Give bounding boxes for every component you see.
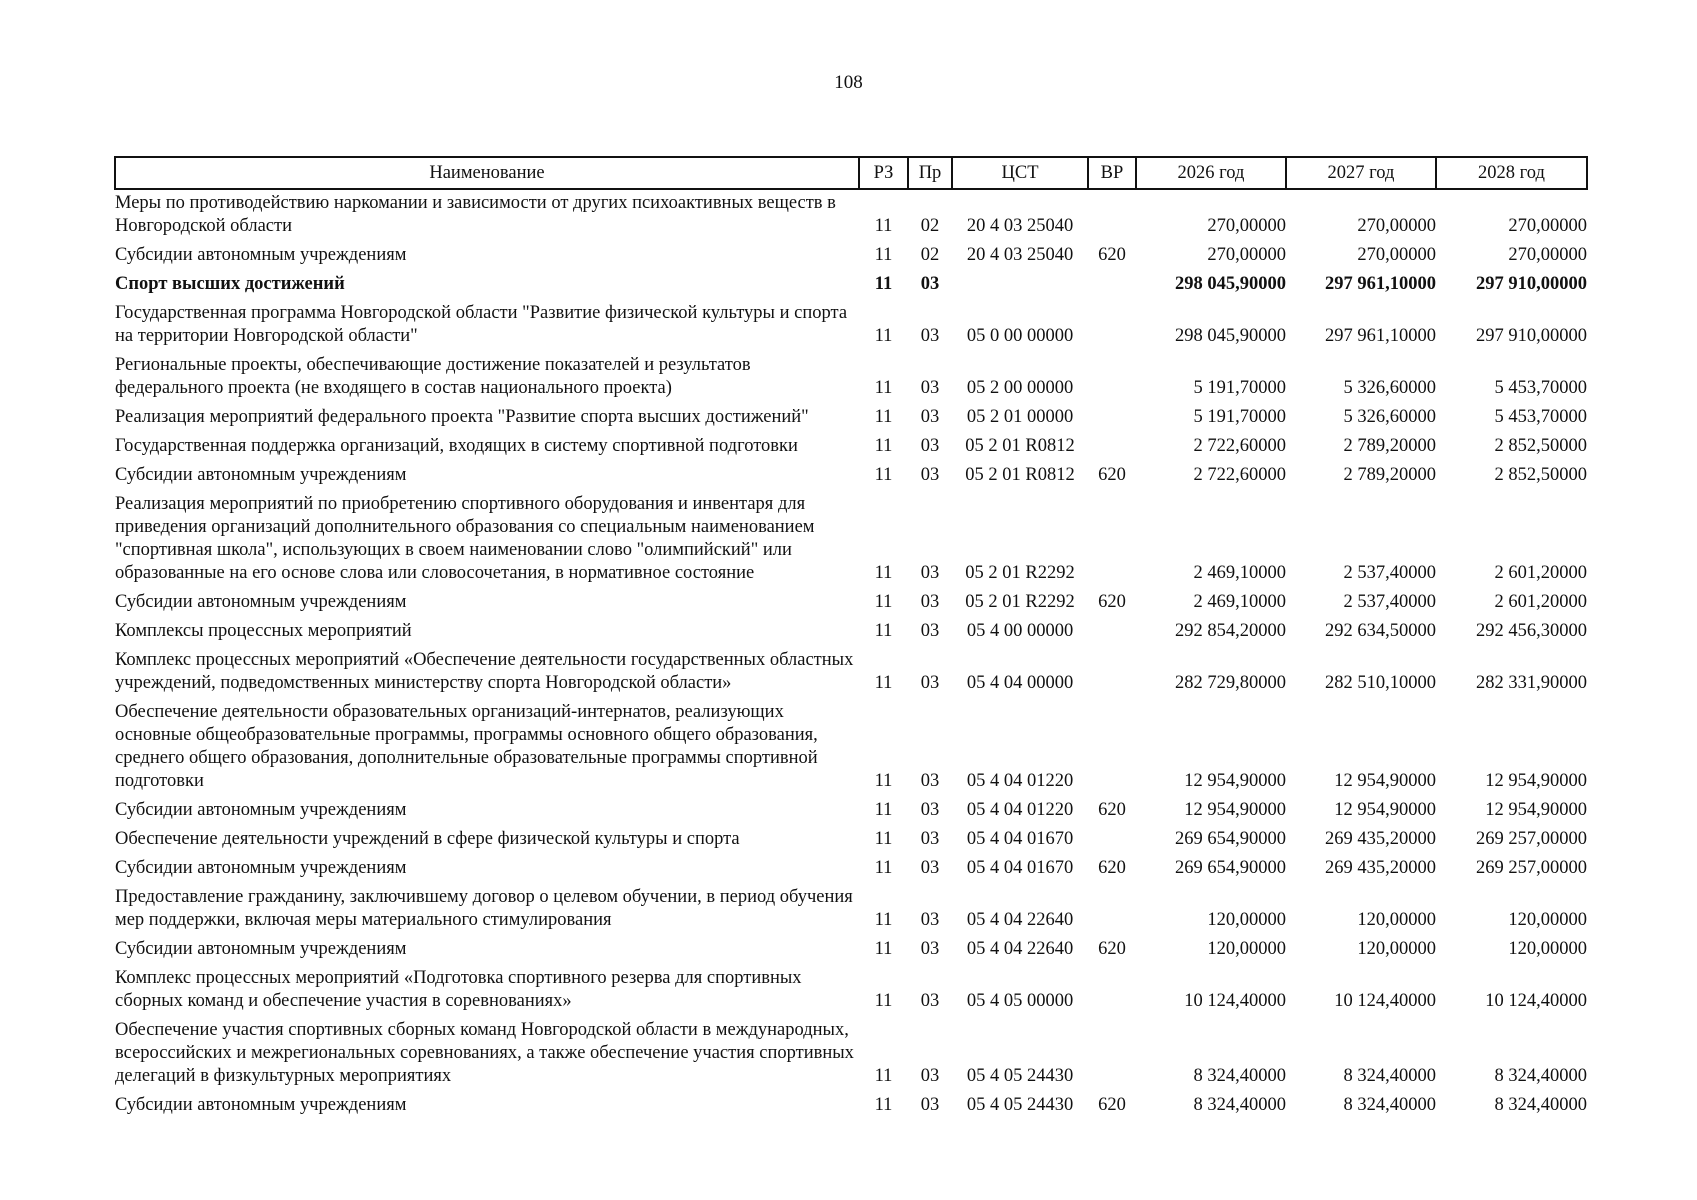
header-name: Наименование xyxy=(115,157,859,189)
cell-rz: 11 xyxy=(874,407,893,427)
cell-cst: 05 4 04 01220 xyxy=(966,800,1074,820)
cell-vr xyxy=(1088,189,1136,242)
table-row xyxy=(115,433,1587,462)
cell-name: Субсидии автономным учреждениям xyxy=(115,858,407,878)
cell-cst: 05 2 01 R2292 xyxy=(965,592,1075,612)
cell-vr xyxy=(1088,965,1136,1017)
cell-pr: 02 xyxy=(920,245,940,265)
cell-2028: 270,00000 xyxy=(1508,245,1587,265)
cell-vr: 620 xyxy=(1098,1095,1126,1115)
cell-2028: 297 910,00000 xyxy=(1476,274,1587,294)
cell-2028: 2 852,50000 xyxy=(1494,465,1587,485)
cell-rz: 11 xyxy=(874,939,893,959)
cell-name: Субсидии автономным учреждениям xyxy=(115,800,407,820)
table-row xyxy=(115,699,1587,797)
cell-2028: 8 324,40000 xyxy=(1494,1066,1587,1086)
cell-vr: 620 xyxy=(1098,800,1126,820)
cell-2026: 8 324,40000 xyxy=(1193,1066,1286,1086)
cell-2026: 298 045,90000 xyxy=(1175,326,1286,346)
cell-2028: 120,00000 xyxy=(1508,939,1587,959)
cell-rz: 11 xyxy=(874,771,893,791)
cell-vr xyxy=(1088,647,1136,699)
header-row xyxy=(115,157,1587,189)
cell-cst: 05 2 01 00000 xyxy=(966,407,1074,427)
header-vr: ВР xyxy=(1088,157,1136,189)
cell-cst: 05 2 01 R2292 xyxy=(965,563,1075,583)
cell-2027: 10 124,40000 xyxy=(1334,991,1436,1011)
cell-name: Меры по противодействию наркомании и зависимости от других психоактивных веществ в Новгородской области xyxy=(115,193,836,236)
cell-2026: 270,00000 xyxy=(1207,245,1286,265)
cell-2026: 120,00000 xyxy=(1207,939,1286,959)
table-row xyxy=(115,884,1587,936)
cell-name: Комплекс процессных мероприятий «Обеспечение деятельности государственных областных учреждений, подведомственных министерству спорта Новгородской области» xyxy=(115,650,854,693)
cell-name: Субсидии автономным учреждениям xyxy=(115,1095,407,1115)
cell-pr: 03 xyxy=(920,378,940,398)
cell-name: Субсидии автономным учреждениям xyxy=(115,245,407,265)
table-row xyxy=(115,618,1587,647)
cell-vr xyxy=(1088,404,1136,433)
cell-vr xyxy=(1088,271,1136,300)
cell-vr: 620 xyxy=(1098,592,1126,612)
cell-2027: 269 435,20000 xyxy=(1325,858,1436,878)
cell-vr: 620 xyxy=(1098,245,1126,265)
table-row xyxy=(115,647,1587,699)
cell-2027: 120,00000 xyxy=(1357,939,1436,959)
table-row xyxy=(115,936,1587,965)
cell-name: Обеспечение деятельности образовательных организаций-интернатов, реализующих основные общеобразовательные программы, программы основного общего образования, среднего общего образования, дополнительные образовательные программы спортивной подготовки xyxy=(115,702,818,791)
cell-2027: 2 537,40000 xyxy=(1343,563,1436,583)
header-2027: 2027 год xyxy=(1286,157,1436,189)
cell-vr xyxy=(1088,1017,1136,1092)
table-row xyxy=(115,300,1587,352)
cell-pr: 03 xyxy=(920,910,940,930)
cell-name: Субсидии автономным учреждениям xyxy=(115,465,407,485)
cell-vr xyxy=(1088,618,1136,647)
cell-vr xyxy=(1088,433,1136,462)
table-row xyxy=(115,797,1587,826)
cell-pr: 03 xyxy=(920,771,940,791)
cell-2026: 2 722,60000 xyxy=(1193,465,1286,485)
table-row xyxy=(115,189,1587,242)
cell-pr: 03 xyxy=(920,800,940,820)
table-row xyxy=(115,462,1587,491)
cell-2026: 5 191,70000 xyxy=(1193,407,1286,427)
cell-vr xyxy=(1088,884,1136,936)
cell-name: Региональные проекты, обеспечивающие достижение показателей и результатов федерального проекта (не входящего в состав национального проекта) xyxy=(115,355,751,398)
cell-2027: 8 324,40000 xyxy=(1343,1095,1436,1115)
cell-cst: 05 4 05 24430 xyxy=(966,1066,1074,1086)
cell-2028: 12 954,90000 xyxy=(1485,771,1587,791)
cell-2027: 269 435,20000 xyxy=(1325,829,1436,849)
cell-2026: 269 654,90000 xyxy=(1175,829,1286,849)
cell-cst: 05 4 04 00000 xyxy=(966,673,1074,693)
cell-pr: 03 xyxy=(920,939,940,959)
table-row xyxy=(115,965,1587,1017)
cell-pr: 03 xyxy=(920,621,940,641)
cell-rz: 11 xyxy=(874,800,893,820)
cell-cst: 05 0 00 00000 xyxy=(966,326,1074,346)
table-row xyxy=(115,1092,1587,1121)
cell-2026: 292 854,20000 xyxy=(1175,621,1286,641)
cell-pr: 03 xyxy=(920,1095,940,1115)
cell-cst: 05 2 01 R0812 xyxy=(965,465,1075,485)
cell-2027: 12 954,90000 xyxy=(1334,771,1436,791)
table-row xyxy=(115,404,1587,433)
cell-2028: 10 124,40000 xyxy=(1485,991,1587,1011)
cell-cst: 05 4 05 00000 xyxy=(966,991,1074,1011)
cell-2028: 2 601,20000 xyxy=(1494,563,1587,583)
cell-2028: 5 453,70000 xyxy=(1494,378,1587,398)
cell-name: Субсидии автономным учреждениям xyxy=(115,939,407,959)
cell-2026: 2 469,10000 xyxy=(1193,592,1286,612)
cell-vr xyxy=(1088,699,1136,797)
cell-2027: 282 510,10000 xyxy=(1325,673,1436,693)
cell-cst: 05 2 00 00000 xyxy=(966,378,1074,398)
cell-rz: 11 xyxy=(874,245,893,265)
cell-2026: 10 124,40000 xyxy=(1184,991,1286,1011)
cell-2026: 2 722,60000 xyxy=(1193,436,1286,456)
cell-vr xyxy=(1088,826,1136,855)
header-2028: 2028 год xyxy=(1436,157,1587,189)
cell-2028: 269 257,00000 xyxy=(1476,829,1587,849)
cell-2028: 8 324,40000 xyxy=(1494,1095,1587,1115)
cell-2027: 5 326,60000 xyxy=(1343,407,1436,427)
cell-name: Государственная поддержка организаций, входящих в систему спортивной подготовки xyxy=(115,436,798,456)
cell-vr: 620 xyxy=(1098,939,1126,959)
cell-2028: 269 257,00000 xyxy=(1476,858,1587,878)
header-2026: 2026 год xyxy=(1136,157,1286,189)
cell-2027: 292 634,50000 xyxy=(1325,621,1436,641)
cell-2027: 270,00000 xyxy=(1357,245,1436,265)
table-row xyxy=(115,826,1587,855)
cell-2028: 12 954,90000 xyxy=(1485,800,1587,820)
cell-2026: 120,00000 xyxy=(1207,910,1286,930)
cell-2027: 5 326,60000 xyxy=(1343,378,1436,398)
cell-name: Обеспечение участия спортивных сборных команд Новгородской области в международных, всероссийских и межрегиональных соревнованиях, а также обеспечение участия спортивных делегаций в физкультурных мероприятиях xyxy=(115,1020,854,1086)
cell-2028: 120,00000 xyxy=(1508,910,1587,930)
cell-cst: 20 4 03 25040 xyxy=(966,216,1074,236)
cell-rz: 11 xyxy=(874,592,893,612)
header-rz: РЗ xyxy=(859,157,908,189)
cell-2026: 8 324,40000 xyxy=(1193,1095,1286,1115)
cell-2028: 292 456,30000 xyxy=(1476,621,1587,641)
cell-cst xyxy=(952,271,1088,300)
cell-name: Комплекс процессных мероприятий «Подготовка спортивного резерва для спортивных сборных команд и обеспечение участия в соревнованиях» xyxy=(115,968,802,1011)
table-row xyxy=(115,271,1587,300)
cell-name: Обеспечение деятельности учреждений в сфере физической культуры и спорта xyxy=(115,829,740,849)
cell-vr xyxy=(1088,491,1136,589)
cell-2026: 5 191,70000 xyxy=(1193,378,1286,398)
table-row xyxy=(115,352,1587,404)
cell-cst: 05 4 04 22640 xyxy=(966,910,1074,930)
cell-2028: 2 852,50000 xyxy=(1494,436,1587,456)
cell-rz: 11 xyxy=(874,465,893,485)
cell-name: Субсидии автономным учреждениям xyxy=(115,592,407,612)
cell-vr xyxy=(1088,300,1136,352)
cell-cst: 05 4 04 01220 xyxy=(966,771,1074,791)
table-row xyxy=(115,242,1587,271)
cell-name: Предоставление гражданину, заключившему договор о целевом обучении, в период обучения мер поддержки, включая меры материального стимулирования xyxy=(115,887,853,930)
cell-2026: 269 654,90000 xyxy=(1175,858,1286,878)
cell-pr: 03 xyxy=(920,829,940,849)
cell-pr: 03 xyxy=(920,407,940,427)
cell-vr: 620 xyxy=(1098,858,1126,878)
table-header xyxy=(115,157,1587,189)
cell-rz: 11 xyxy=(874,621,893,641)
cell-pr: 03 xyxy=(920,465,940,485)
cell-rz: 11 xyxy=(874,1095,893,1115)
cell-pr: 03 xyxy=(920,1066,940,1086)
cell-2027: 297 961,10000 xyxy=(1325,326,1436,346)
cell-2028: 270,00000 xyxy=(1508,216,1587,236)
cell-vr xyxy=(1088,352,1136,404)
cell-name: Реализация мероприятий по приобретению спортивного оборудования и инвентаря для приведения организаций дополнительного образования со специальным наименованием "спортивная школа", использующих в своем наименовании слово "олимпийский" или образованные на его основе слова или словосочетания, в нормативное состояние xyxy=(115,494,815,583)
cell-2027: 2 789,20000 xyxy=(1343,436,1436,456)
cell-rz: 11 xyxy=(874,858,893,878)
cell-rz: 11 xyxy=(874,326,893,346)
cell-cst: 05 2 01 R0812 xyxy=(965,436,1075,456)
cell-pr: 03 xyxy=(920,673,940,693)
table-row xyxy=(115,589,1587,618)
cell-2027: 120,00000 xyxy=(1357,910,1436,930)
cell-pr: 03 xyxy=(920,274,940,294)
cell-name: Государственная программа Новгородской области "Развитие физической культуры и спорта на территории Новгородской области" xyxy=(115,303,848,346)
cell-rz: 11 xyxy=(874,991,893,1011)
table-row xyxy=(115,491,1587,589)
cell-2027: 270,00000 xyxy=(1357,216,1436,236)
table-body xyxy=(115,189,1587,1121)
table-row xyxy=(115,855,1587,884)
cell-2028: 5 453,70000 xyxy=(1494,407,1587,427)
header-pr: Пр xyxy=(908,157,952,189)
cell-pr: 03 xyxy=(920,563,940,583)
cell-2027: 297 961,10000 xyxy=(1325,274,1436,294)
cell-rz: 11 xyxy=(874,673,893,693)
cell-2027: 2 789,20000 xyxy=(1343,465,1436,485)
cell-cst: 20 4 03 25040 xyxy=(966,245,1074,265)
cell-cst: 05 4 04 22640 xyxy=(966,939,1074,959)
cell-2026: 282 729,80000 xyxy=(1175,673,1286,693)
cell-2026: 12 954,90000 xyxy=(1184,800,1286,820)
cell-2026: 270,00000 xyxy=(1207,216,1286,236)
cell-pr: 03 xyxy=(920,436,940,456)
cell-vr: 620 xyxy=(1098,465,1126,485)
cell-2027: 8 324,40000 xyxy=(1343,1066,1436,1086)
cell-pr: 03 xyxy=(920,991,940,1011)
cell-name: Спорт высших достижений xyxy=(115,274,345,294)
table-row xyxy=(115,1017,1587,1092)
cell-pr: 03 xyxy=(920,592,940,612)
cell-pr: 03 xyxy=(920,858,940,878)
cell-rz: 11 xyxy=(874,378,893,398)
cell-2026: 298 045,90000 xyxy=(1175,274,1286,294)
cell-2026: 12 954,90000 xyxy=(1184,771,1286,791)
cell-rz: 11 xyxy=(874,436,893,456)
cell-2027: 12 954,90000 xyxy=(1334,800,1436,820)
cell-cst: 05 4 04 01670 xyxy=(966,829,1074,849)
page-number: 108 xyxy=(834,72,863,93)
cell-rz: 11 xyxy=(874,274,893,294)
cell-2028: 297 910,00000 xyxy=(1476,326,1587,346)
cell-rz: 11 xyxy=(874,216,893,236)
cell-2028: 282 331,90000 xyxy=(1476,673,1587,693)
cell-2028: 2 601,20000 xyxy=(1494,592,1587,612)
cell-rz: 11 xyxy=(874,563,893,583)
cell-cst: 05 4 05 24430 xyxy=(966,1095,1074,1115)
cell-name: Комплексы процессных мероприятий xyxy=(115,621,412,641)
cell-2027: 2 537,40000 xyxy=(1343,592,1436,612)
cell-pr: 02 xyxy=(920,216,940,236)
budget-table xyxy=(114,156,1588,1121)
cell-cst: 05 4 00 00000 xyxy=(966,621,1074,641)
cell-2026: 2 469,10000 xyxy=(1193,563,1286,583)
header-cst: ЦСТ xyxy=(952,157,1088,189)
cell-pr: 03 xyxy=(920,326,940,346)
cell-rz: 11 xyxy=(874,1066,893,1086)
cell-rz: 11 xyxy=(874,910,893,930)
cell-cst: 05 4 04 01670 xyxy=(966,858,1074,878)
cell-name: Реализация мероприятий федерального проекта "Развитие спорта высших достижений" xyxy=(115,407,809,427)
cell-rz: 11 xyxy=(874,829,893,849)
